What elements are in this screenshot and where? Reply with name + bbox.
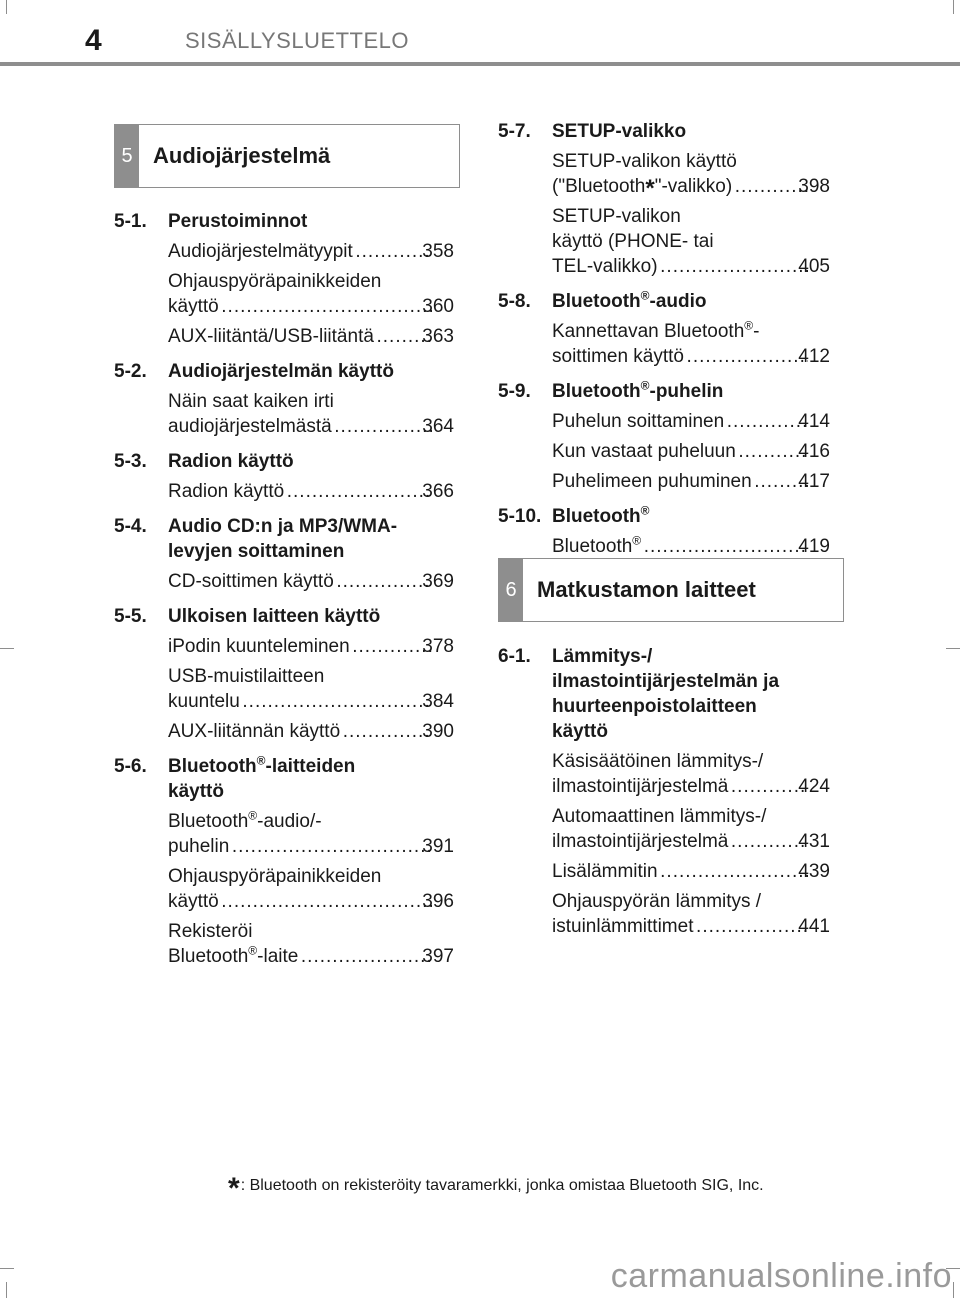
header-rule [0, 62, 960, 66]
crop-mark [946, 648, 960, 649]
header-title: SISÄLLYSLUETTELO [185, 28, 410, 53]
crop-mark [6, 1282, 7, 1298]
toc-right-column-section-6 [498, 644, 830, 939]
section-title: Matkustamon laitteet [537, 577, 756, 602]
toc-entry[interactable]: SETUP-valikon käyttö ("Bluetooth*"-valikko) ..... 398 [552, 149, 830, 199]
toc-chapter[interactable]: 5-5. Ulkoisen laitteen käyttö [114, 606, 381, 627]
toc-entry[interactable]: AUX-liitäntä/USB-liitäntä ..... 363 [168, 324, 454, 349]
toc-chapter[interactable]: 5-6. Bluetooth®-laitteiden käyttö [114, 753, 356, 802]
toc-chapter[interactable]: 5-3. Radion käyttö [114, 451, 294, 472]
footnote [228, 1164, 764, 1205]
toc-entry[interactable]: Automaattinen lämmitys-/ ilmastointijärjestelmä ..... 431 [552, 804, 830, 854]
section-6-header [498, 558, 844, 622]
toc-left-column [114, 209, 454, 969]
section-number: 6 [499, 559, 523, 621]
toc-entry[interactable]: Bluetooth®-audio/- puhelin ..... 391 [168, 809, 454, 859]
page-number: 4 [85, 24, 102, 57]
toc-entry[interactable]: Rekisteröi Bluetooth®-laite ..... 397 [168, 919, 454, 969]
toc-entry[interactable]: Bluetooth® ..... 419 [552, 534, 830, 559]
toc-chapter[interactable]: 5-4. Audio CD:n ja MP3/WMA- levyjen soittaminen [114, 516, 398, 562]
toc-entry[interactable]: iPodin kuunteleminen ..... 378 [168, 634, 454, 659]
toc-entry[interactable]: SETUP-valikon käyttö (PHONE- tai TEL-valikko) ..... 405 [552, 204, 830, 279]
footnote-text: : Bluetooth on rekisteröity tavaramerkki, jonka omistaa Bluetooth SIG, Inc. [240, 1177, 764, 1194]
toc-chapter[interactable]: 5-10. Bluetooth® [498, 503, 650, 527]
toc-entry[interactable]: Puhelimeen puhuminen ..... 417 [552, 469, 830, 494]
toc-entry[interactable]: Ohjauspyöräpainikkeiden käyttö ..... 360 [168, 269, 454, 319]
toc-right-column [498, 119, 830, 559]
toc-entry[interactable]: Lisälämmitin ..... 439 [552, 859, 830, 884]
toc-entry[interactable]: AUX-liitännän käyttö ..... 390 [168, 719, 454, 744]
toc-entry[interactable]: Radion käyttö ..... 366 [168, 479, 454, 504]
toc-entry[interactable]: Näin saat kaiken irti audiojärjestelmästä ..... 364 [168, 389, 454, 439]
toc-entry[interactable]: Kun vastaat puheluun ..... 416 [552, 439, 830, 464]
toc-entry[interactable]: USB-muistilaitteen kuuntelu ..... 384 [168, 664, 454, 714]
toc-entry[interactable]: CD-soittimen käyttö ..... 369 [168, 569, 454, 594]
crop-mark [0, 1268, 14, 1269]
section-title: Audiojärjestelmä [153, 143, 331, 168]
crop-mark [6, 0, 7, 14]
toc-chapter[interactable]: 5-1. Perustoiminnot [114, 211, 308, 232]
toc-chapter[interactable]: 5-9. Bluetooth®-puhelin [498, 378, 724, 402]
toc-entry[interactable]: Ohjauspyörän lämmitys / istuinlämmittimet ..... 441 [552, 889, 830, 939]
crop-mark [953, 0, 954, 14]
toc-chapter[interactable]: 6-1. Lämmitys-/ ilmastointijärjestelmän ja huurteenpoistolaitteen käyttö [498, 646, 780, 742]
toc-entry[interactable]: Audiojärjestelmätyypit ..... 358 [168, 239, 454, 264]
section-number: 5 [115, 125, 139, 187]
footnote-star: * [228, 1172, 240, 1205]
page-header [0, 0, 960, 70]
toc-chapter[interactable]: 5-8. Bluetooth®-audio [498, 288, 707, 312]
toc-entry[interactable]: Kannettavan Bluetooth®- soittimen käyttö ..... 412 [552, 319, 830, 369]
crop-mark [0, 648, 14, 649]
crop-mark [953, 1282, 954, 1298]
toc-entry[interactable]: Käsisäätöinen lämmitys-/ ilmastointijärjestelmä ..... 424 [552, 749, 830, 799]
toc-chapter[interactable]: 5-7. SETUP-valikko [498, 121, 687, 142]
section-5-header [114, 124, 460, 188]
toc-entry[interactable]: Puhelun soittaminen ..... 414 [552, 409, 830, 434]
watermark: carmanualsonline.info [610, 1257, 952, 1295]
toc-entry[interactable]: Ohjauspyöräpainikkeiden käyttö ..... 396 [168, 864, 454, 914]
toc-chapter[interactable]: 5-2. Audiojärjestelmän käyttö [114, 361, 394, 382]
